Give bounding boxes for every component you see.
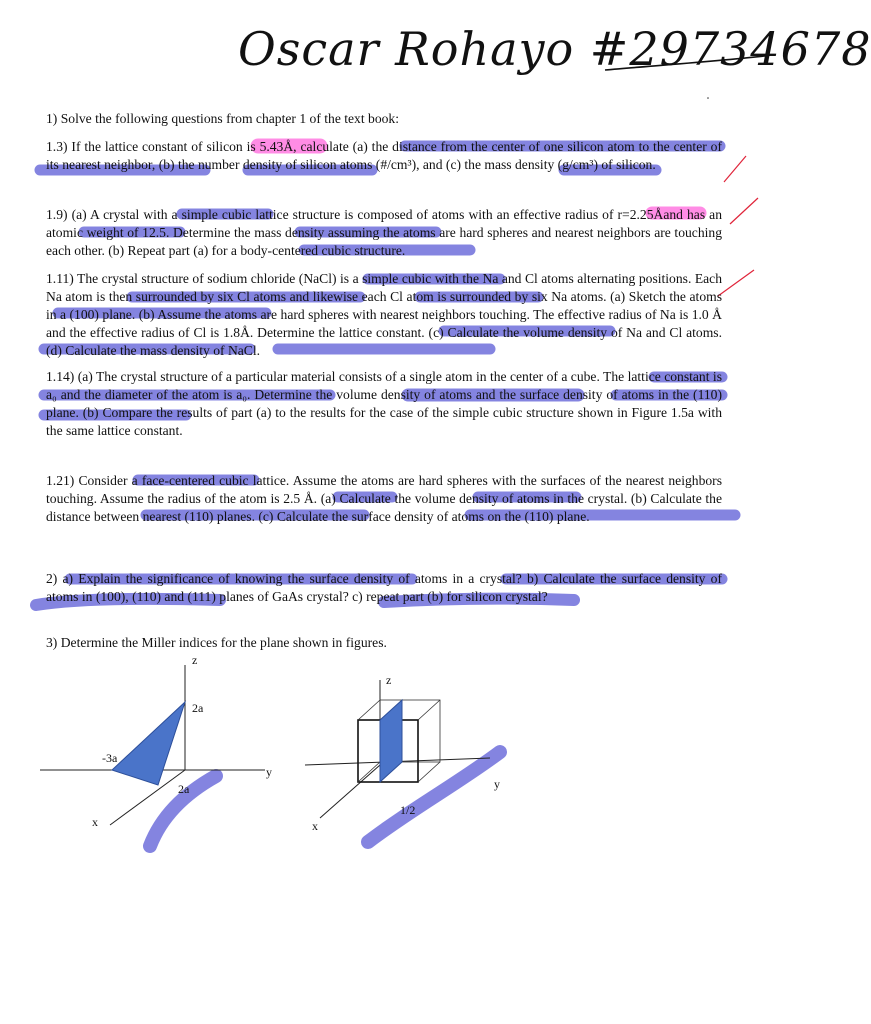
- intro-text: 1) Solve the following questions from chapter 1 of the text book:: [46, 111, 399, 126]
- fig1-z-label: z: [192, 653, 198, 667]
- problem-1-3: 1.3) If the lattice constant of silicon is 5.43Å, calculate (a) the distance from the center of one silicon atom to the center of its nearest neighbor, (b) the number density of silicon atoms (#/cm³), and (c) the mass density (g/cm³) of silicon.: [46, 139, 722, 172]
- problem-1-11: 1.11) The crystal structure of sodium chloride (NaCl) is a simple cubic with the Na and Cl atoms alternating positions. Each Na atom is then surrounded by six Cl atoms and likewise each Cl atom is surrounded by six Na atoms. (a) Sketch the atoms in a (100) plane. (b) Assume the atoms are hard spheres with nearest neighbors touching. The effective radius of Na is 1.0 Å and the effective radius of Cl is 1.8Å. Determine the lattice constant. (c) Calculate the volume density of Na and Cl atoms. (d) Calculate the mass density of NaCl.: [46, 271, 722, 358]
- fig2-y-label: y: [494, 777, 500, 791]
- problem-1-21: 1.21) Consider a face-centered cubic lattice. Assume the atoms are hard spheres with the surfaces of the nearest neighbors touching. Assume the radius of the atom is 2.5 Å. (a) Calculate the volume density of atoms in the crystal. (b) Calculate the distance between nearest (110) planes. (c) Calculate the surface density of atoms on the (110) plane.: [46, 473, 722, 524]
- question-3: 3) Determine the Miller indices for the plane shown in figures.: [46, 635, 387, 650]
- fig1-y-intercept: 2a: [178, 782, 190, 796]
- fig1-x-label: x: [92, 815, 98, 829]
- fig2-x-label: x: [312, 819, 318, 833]
- fig2-z-label: z: [386, 673, 392, 687]
- handwritten-underline: [600, 48, 770, 78]
- figure-2-miller-plane: [300, 670, 520, 840]
- fig2-y-intercept: 1/2: [400, 803, 416, 817]
- problem-1-9: 1.9) (a) A crystal with a simple cubic lattice structure is composed of atoms with an effective radius of r=2.25Åand has an atomic weight of 12.5. Determine the mass density assuming the atoms are hard spheres and nearest neighbors are touching each other. (b) Repeat part (a) for a body-centered cubic structure.: [46, 207, 722, 258]
- fig2-plane: [380, 700, 402, 782]
- figure-1-miller-plane: [40, 650, 300, 840]
- question-2: 2) a) Explain the significance of knowing the surface density of atoms in a crystal? b) Calculate the surface density of atoms in (100), (110) and (111) planes of GaAs crystal? c) repeat part (b) for silicon crystal?: [46, 571, 722, 604]
- fig1-z-intercept: 2a: [192, 701, 204, 715]
- handwritten-name: Oscar Rohayo #29734678: [238, 22, 871, 76]
- fig1-x-intercept: -3a: [102, 751, 118, 765]
- problem-1-14: 1.14) (a) The crystal structure of a particular material consists of a single atom in the center of a cube. The lattice constant is a₀ and the diameter of the atom is a₀. Determine the volume density of atoms and the surface density of atoms in the (110) plane. (b) Compare the results of part (a) to the results for the case of the simple cubic structure shown in Figure 1.5a with the same lattice constant.: [46, 369, 722, 438]
- fig1-plane: [112, 702, 185, 785]
- fig2-x-axis: [320, 765, 380, 818]
- fig1-y-label: y: [266, 765, 272, 779]
